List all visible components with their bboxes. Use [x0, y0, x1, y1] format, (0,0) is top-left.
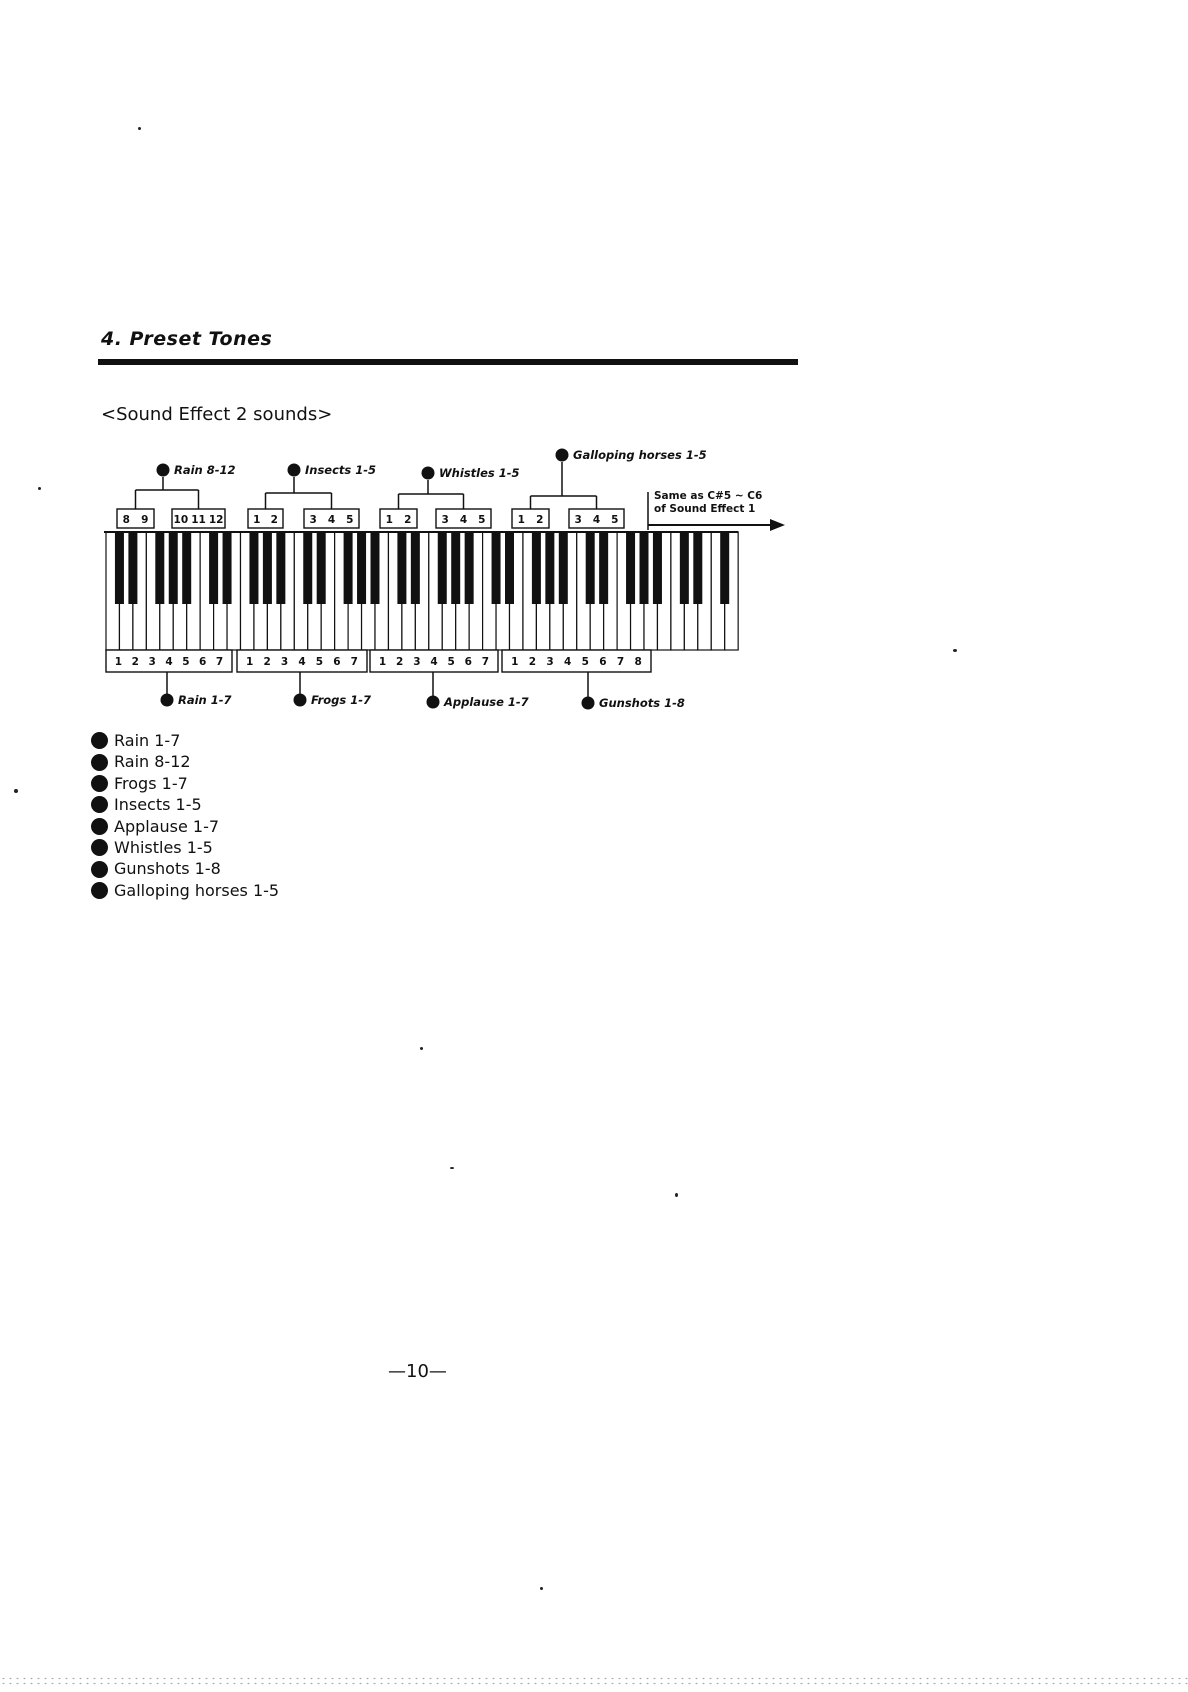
- scan-speck: [420, 1047, 423, 1050]
- bottom-key-number: 4: [298, 656, 306, 668]
- scan-speck: [953, 649, 957, 652]
- bullet-icon: [91, 861, 108, 878]
- bottom-key-number: 4: [165, 656, 173, 668]
- bottom-key-number: 4: [430, 656, 438, 668]
- scan-speck: [138, 127, 141, 130]
- bottom-key-number: 1: [378, 656, 387, 668]
- bottom-key-groups: [106, 650, 651, 672]
- black-key: [371, 532, 380, 604]
- top-key-number: 3: [441, 514, 449, 526]
- black-key: [626, 532, 635, 604]
- scan-noise: [0, 1676, 1188, 1686]
- top-key-number: 3: [574, 514, 582, 526]
- note-line-2: of Sound Effect 1: [654, 503, 756, 515]
- bottom-key-number: 2: [396, 656, 404, 668]
- label-rain-1-7: Rain 1-7: [178, 693, 232, 707]
- top-key-number: 5: [346, 514, 354, 526]
- black-key: [128, 532, 137, 604]
- bottom-key-number: 1: [246, 656, 254, 668]
- applause-marker: [427, 696, 440, 709]
- black-key: [492, 532, 501, 604]
- scan-speck: [540, 1587, 543, 1590]
- bullet-icon: [91, 754, 108, 771]
- label-frogs: Frogs 1-7: [311, 693, 372, 707]
- legend-item: [91, 794, 279, 815]
- bottom-key-number: 7: [350, 656, 358, 668]
- black-key: [411, 532, 420, 604]
- top-key-number: 11: [191, 514, 206, 526]
- gunshots-marker: [582, 697, 595, 710]
- top-key-number: 1: [385, 514, 393, 526]
- bottom-key-number: 1: [114, 656, 123, 668]
- legend-label: Frogs 1-7: [114, 773, 188, 793]
- black-key: [155, 532, 164, 604]
- bottom-key-number: 7: [481, 656, 490, 668]
- bullet-icon: [91, 796, 108, 813]
- rain-8-12-marker: [157, 464, 170, 477]
- black-key: [451, 532, 460, 604]
- bottom-key-number: 7: [616, 656, 625, 668]
- top-key-number: 1: [253, 514, 261, 526]
- black-key: [693, 532, 702, 604]
- top-key-number: 10: [173, 514, 189, 526]
- note-line-1: Same as C#5 ~ C6: [654, 490, 763, 502]
- scan-speck: [14, 789, 18, 793]
- bullet-icon: [91, 839, 108, 856]
- black-key: [249, 532, 258, 604]
- black-key: [505, 532, 514, 604]
- bottom-key-number: 5: [447, 656, 455, 668]
- bottom-key-number: 3: [280, 656, 289, 668]
- black-key: [465, 532, 474, 604]
- black-key: [209, 532, 218, 604]
- bottom-key-number: 3: [148, 656, 156, 668]
- section-subtitle: <Sound Effect 2 sounds>: [101, 404, 333, 425]
- top-key-number: 2: [536, 514, 544, 526]
- black-key: [559, 532, 568, 604]
- black-key: [317, 532, 326, 604]
- insects-marker: [288, 464, 301, 477]
- legend-label: Galloping horses 1-5: [114, 880, 280, 900]
- rain-1-7-marker: [161, 694, 174, 707]
- top-key-number: 9: [141, 514, 149, 526]
- top-key-number: 12: [208, 514, 224, 526]
- legend-item: [91, 773, 279, 794]
- black-key: [182, 532, 191, 604]
- bottom-key-number: 8: [634, 656, 642, 668]
- page-title: 4. Preset Tones: [101, 328, 273, 350]
- top-key-groups: [117, 509, 624, 528]
- scan-speck: [675, 1193, 678, 1197]
- legend-item: [91, 751, 279, 772]
- black-key: [586, 532, 595, 604]
- scan-speck: [450, 1167, 454, 1169]
- scan-speck: [38, 487, 41, 490]
- black-key: [263, 532, 272, 604]
- bottom-key-number: 3: [413, 656, 421, 668]
- bottom-key-number: 2: [528, 656, 537, 668]
- bottom-key-number: 5: [581, 656, 589, 668]
- keyboard-diagram: [0, 0, 1188, 740]
- top-key-number: 4: [327, 514, 336, 526]
- black-key: [680, 532, 689, 604]
- top-key-number: 5: [611, 514, 619, 526]
- legend-label: Applause 1-7: [114, 816, 220, 836]
- top-key-number: 5: [478, 514, 486, 526]
- bottom-key-number: 4: [564, 656, 572, 668]
- galloping-horses-marker: [556, 449, 569, 462]
- bullet-icon: [91, 818, 108, 835]
- label-rain-8-12: Rain 8-12: [174, 463, 236, 477]
- whistles-marker: [422, 467, 435, 480]
- black-key: [169, 532, 178, 604]
- black-key: [276, 532, 285, 604]
- legend-label: Rain 1-7: [114, 731, 181, 750]
- bullet-icon: [91, 882, 108, 899]
- arrow-right-icon: [770, 519, 785, 531]
- black-key: [599, 532, 608, 604]
- bottom-key-number: 6: [333, 656, 341, 668]
- black-key: [640, 532, 649, 604]
- bottom-group-box: [502, 650, 651, 672]
- legend-label: Insects 1-5: [114, 795, 202, 815]
- bullet-icon: [91, 732, 108, 749]
- black-key: [653, 532, 662, 604]
- black-key: [532, 532, 541, 604]
- black-key: [115, 532, 124, 604]
- top-key-number: 4: [592, 514, 601, 526]
- top-key-number: 8: [122, 514, 130, 526]
- black-key: [397, 532, 406, 604]
- bottom-key-number: 1: [511, 656, 519, 668]
- legend-label: Gunshots 1-8: [114, 859, 221, 879]
- bullet-icon: [91, 775, 108, 792]
- bottom-key-number: 2: [131, 656, 139, 668]
- label-galloping-horses: Galloping horses 1-5: [573, 448, 707, 462]
- legend-item: [91, 880, 279, 901]
- top-key-number: 4: [459, 514, 468, 526]
- bottom-key-number: 2: [263, 656, 271, 668]
- top-key-number: 2: [404, 514, 412, 526]
- bottom-key-number: 6: [599, 656, 607, 668]
- legend-label: Whistles 1-5: [114, 838, 213, 858]
- black-key: [344, 532, 353, 604]
- top-key-number: 3: [309, 514, 317, 526]
- legend-list: [91, 730, 279, 901]
- bottom-key-number: 6: [464, 656, 472, 668]
- legend-label: Rain 8-12: [114, 752, 191, 772]
- legend-item: [91, 837, 279, 858]
- bottom-key-number: 3: [546, 656, 554, 668]
- black-key: [438, 532, 447, 604]
- black-key: [720, 532, 729, 604]
- black-key: [223, 532, 232, 604]
- label-gunshots: Gunshots 1-8: [599, 696, 685, 710]
- top-key-number: 2: [270, 514, 278, 526]
- bottom-key-number: 7: [215, 656, 224, 668]
- legend-item: [91, 858, 279, 879]
- legend-item: [91, 730, 279, 751]
- label-whistles: Whistles 1-5: [439, 466, 520, 480]
- bottom-key-number: 5: [315, 656, 324, 668]
- black-key: [303, 532, 312, 604]
- black-key: [357, 532, 366, 604]
- bottom-key-number: 6: [199, 656, 207, 668]
- top-key-number: 1: [517, 514, 525, 526]
- label-applause: Applause 1-7: [444, 695, 529, 709]
- page-number: —10—: [388, 1361, 447, 1382]
- label-insects: Insects 1-5: [305, 463, 377, 477]
- frogs-marker: [294, 694, 307, 707]
- bottom-key-number: 5: [182, 656, 190, 668]
- black-key: [545, 532, 554, 604]
- legend-item: [91, 816, 279, 837]
